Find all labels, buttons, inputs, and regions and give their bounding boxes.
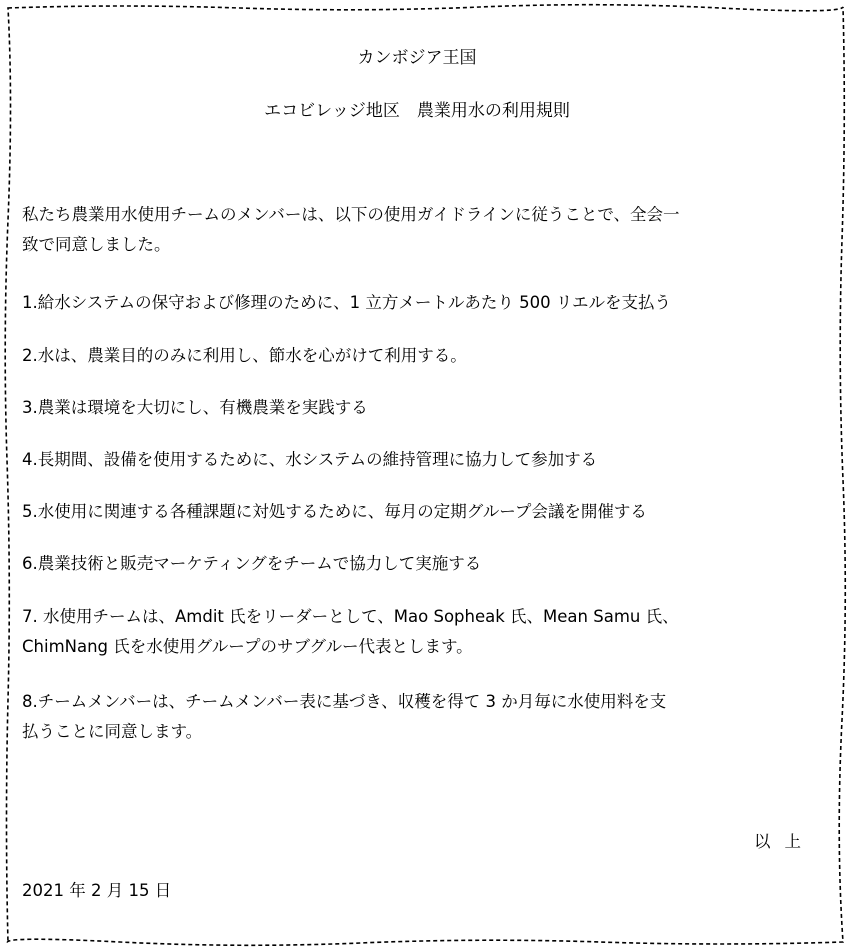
rule-7-line-2: ChimNang 氏を水使用グループのサブグルー代表とします。 xyxy=(22,637,473,656)
intro-line-1: 私たち農業用水使用チームのメンバーは、以下の使用ガイドラインに従うことで、全会一 xyxy=(22,205,680,224)
rule-4: 4.長期間、設備を使用するために、水システムの維持管理に協力して参加する xyxy=(22,450,598,469)
intro-paragraph xyxy=(22,200,812,260)
rule-2: 2.水は、農業目的のみに利用し、節水を心がけて利用する。 xyxy=(22,346,467,365)
rule-7 xyxy=(22,602,812,662)
rule-8 xyxy=(22,687,812,747)
closing-remark: 以上 xyxy=(754,832,815,851)
rule-5: 5.水使用に関連する各種課題に対処するために、毎月の定期グループ会議を開催する xyxy=(22,502,647,521)
rule-1: 1.給水システムの保守および修理のために、1 立方メートルあたり 500 リエルを支払う xyxy=(22,293,671,312)
document-body xyxy=(22,0,815,950)
rule-6: 6.農業技術と販売マーケティングをチームで協力して実施する xyxy=(22,554,482,573)
rule-3: 3.農業は環境を大切にし、有機農業を実践する xyxy=(22,398,368,417)
document-date: 2021 年 2 月 15 日 xyxy=(22,881,172,900)
intro-line-2: 致で同意しました。 xyxy=(22,235,171,254)
rule-8-line-1: 8.チームメンバーは、チームメンバー表に基づき、収穫を得て 3 か月毎に水使用料を支 xyxy=(22,692,667,711)
rule-7-line-1: 7. 水使用チームは、Amdit 氏をリーダーとして、Mao Sopheak 氏、Mean Samu 氏、 xyxy=(22,607,679,626)
country-title: カンボジア王国 xyxy=(357,48,477,68)
rule-8-line-2: 払うことに同意します。 xyxy=(22,722,203,741)
document-subtitle: エコビレッジ地区 農業用水の利用規則 xyxy=(264,101,570,121)
